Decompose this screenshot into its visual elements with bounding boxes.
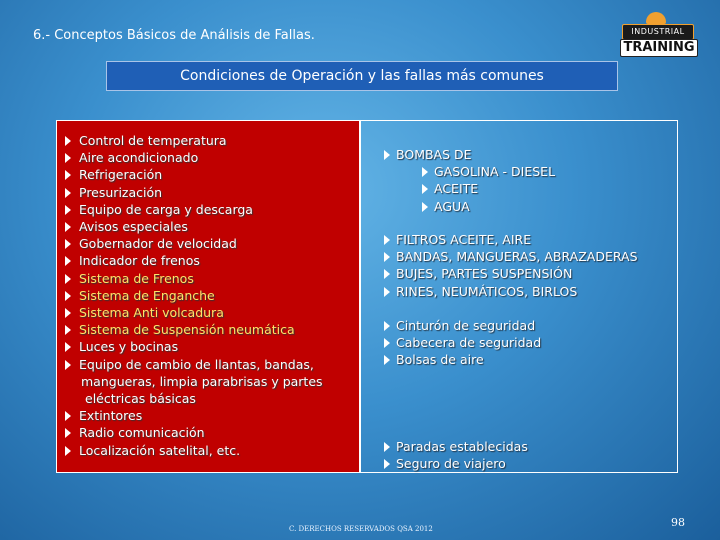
list-item: FILTROS ACEITE, AIRE <box>384 231 674 248</box>
logo-bottom-text: TRAINING <box>620 39 698 57</box>
list-item-highlighted: Sistema de Enganche <box>65 287 355 304</box>
list-item: Cinturón de seguridad <box>384 317 674 334</box>
bullet-arrow-icon <box>422 202 428 212</box>
list-item: Paradas establecidas <box>384 438 674 455</box>
list-item-continuation: eléctricas básicas <box>85 391 196 407</box>
list-item-highlighted: Sistema de Frenos <box>65 270 355 287</box>
bullet-arrow-icon <box>384 287 390 297</box>
bullet-arrow-icon <box>384 338 390 348</box>
list-item: Cabecera de seguridad <box>384 334 674 351</box>
bullet-arrow-icon <box>65 153 71 163</box>
list-item: BOMBAS DE <box>384 146 674 163</box>
bullet-arrow-icon <box>65 239 71 249</box>
bullet-arrow-icon <box>422 167 428 177</box>
list-item: Bolsas de aire <box>384 351 674 368</box>
list-item-highlighted: Sistema de Suspensión neumática <box>65 321 355 338</box>
list-subitem: GASOLINA - DIESEL <box>422 163 674 180</box>
bullet-arrow-icon <box>422 184 428 194</box>
page-number: 98 <box>671 516 685 529</box>
list-subitem: AGUA <box>422 198 674 215</box>
list-item: Gobernador de velocidad <box>65 235 355 252</box>
bullet-arrow-icon <box>65 411 71 421</box>
list-item: BANDAS, MANGUERAS, ABRAZADERAS <box>384 248 674 265</box>
bullet-arrow-icon <box>65 136 71 146</box>
list-item: BUJES, PARTES SUSPENSIÓN <box>384 265 674 282</box>
logo-emblem-icon <box>646 12 666 24</box>
list-item: Radio comunicación <box>65 424 355 441</box>
list-item: RINES, NEUMÁTICOS, BIRLOS <box>384 283 674 300</box>
bullet-arrow-icon <box>65 188 71 198</box>
travel-group <box>384 438 674 472</box>
bullet-arrow-icon <box>384 459 390 469</box>
bullet-arrow-icon <box>65 274 71 284</box>
bullet-arrow-icon <box>65 205 71 215</box>
bullet-arrow-icon <box>384 252 390 262</box>
list-item: Indicador de frenos <box>65 252 355 269</box>
list-item-highlighted: Sistema Anti volcadura <box>65 304 355 321</box>
industrial-training-logo <box>616 12 698 56</box>
list-item: Avisos especiales <box>65 218 355 235</box>
slide-title: Condiciones de Operación y las fallas más comunes <box>106 61 618 91</box>
bullet-arrow-icon <box>65 428 71 438</box>
list-item: Seguro de viajero <box>384 455 674 472</box>
operating-conditions-panel <box>56 120 360 473</box>
list-item: Aire acondicionado <box>65 149 355 166</box>
list-item: Equipo de cambio de llantas, bandas, mangueras, limpia parabrisas y partes eléctricas básicas <box>65 356 355 408</box>
parts-group <box>384 231 674 300</box>
list-item: Equipo de carga y descarga <box>65 201 355 218</box>
bullet-arrow-icon <box>384 269 390 279</box>
pumps-group <box>384 146 674 215</box>
list-subitem: ACEITE <box>422 180 674 197</box>
bullet-arrow-icon <box>384 442 390 452</box>
bullet-arrow-icon <box>65 222 71 232</box>
operating-conditions-list <box>65 132 355 459</box>
list-item: Refrigeración <box>65 166 355 183</box>
list-item-continuation: mangueras, limpia parabrisas y partes <box>81 373 323 389</box>
list-item: Luces y bocinas <box>65 338 355 355</box>
bullet-arrow-icon <box>65 342 71 352</box>
logo-top-text: INDUSTRIAL <box>622 24 694 40</box>
bullet-arrow-icon <box>65 256 71 266</box>
list-item: Localización satelital, etc. <box>65 442 355 459</box>
list-item: Presurización <box>65 184 355 201</box>
bullet-arrow-icon <box>65 325 71 335</box>
list-item: Control de temperatura <box>65 132 355 149</box>
common-failures-panel <box>360 120 678 473</box>
bullet-arrow-icon <box>384 355 390 365</box>
bullet-arrow-icon <box>384 235 390 245</box>
bullet-arrow-icon <box>65 291 71 301</box>
bullet-arrow-icon <box>65 170 71 180</box>
bullet-arrow-icon <box>384 150 390 160</box>
safety-group <box>384 317 674 369</box>
copyright-footer: C. DERECHOS RESERVADOS QSA 2012 <box>289 525 433 533</box>
bullet-arrow-icon <box>65 308 71 318</box>
list-item: Extintores <box>65 407 355 424</box>
bullet-arrow-icon <box>384 321 390 331</box>
slide-heading: 6.- Conceptos Básicos de Análisis de Fallas. <box>33 28 315 43</box>
bullet-arrow-icon <box>65 446 71 456</box>
bullet-arrow-icon <box>65 360 71 370</box>
